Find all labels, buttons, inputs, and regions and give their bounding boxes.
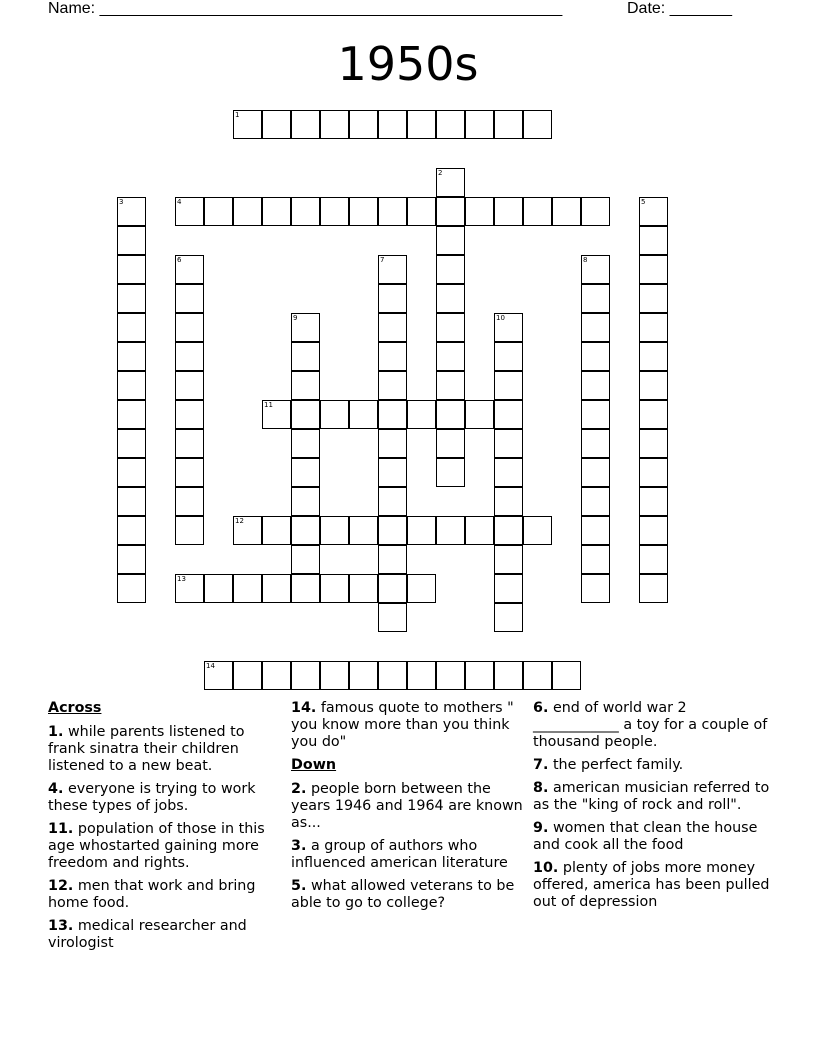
crossword-cell[interactable] — [175, 400, 204, 429]
clue-item-number: 7. — [533, 757, 549, 773]
crossword-cell[interactable] — [262, 197, 291, 226]
crossword-cell[interactable] — [262, 661, 291, 690]
clue-number: 7 — [380, 256, 385, 264]
clue-item-text: famous quote to mothers " you know more than you think you do" — [291, 700, 514, 750]
crossword-cell[interactable] — [204, 661, 233, 690]
crossword-cell[interactable] — [378, 284, 407, 313]
clue-item-text: people born between the years 1946 and 1964 are known as... — [291, 781, 523, 831]
crossword-cell[interactable] — [175, 371, 204, 400]
clue-number: 6 — [177, 256, 182, 264]
crossword-cell[interactable] — [117, 313, 146, 342]
crossword-cell[interactable] — [117, 284, 146, 313]
crossword-cell[interactable] — [291, 487, 320, 516]
crossword-cell[interactable] — [523, 197, 552, 226]
date-field-label: Date: _______ — [627, 0, 732, 17]
crossword-cell[interactable] — [465, 661, 494, 690]
clue-item-number: 11. — [48, 821, 74, 837]
crossword-cell[interactable] — [378, 545, 407, 574]
crossword-cell[interactable] — [407, 197, 436, 226]
clue-item-text: plenty of jobs more money offered, america has been pulled out of depression — [533, 860, 770, 910]
crossword-cell[interactable] — [262, 574, 291, 603]
crossword-cell[interactable] — [378, 458, 407, 487]
crossword-cell[interactable] — [378, 371, 407, 400]
crossword-cell[interactable] — [378, 516, 407, 545]
across-clue-list-continued — [291, 700, 527, 751]
crossword-cell[interactable] — [581, 516, 610, 545]
clue-item — [533, 780, 773, 814]
crossword-cell[interactable] — [320, 197, 349, 226]
crossword-cell[interactable] — [407, 661, 436, 690]
crossword-cell[interactable] — [262, 516, 291, 545]
crossword-cell[interactable] — [204, 197, 233, 226]
clue-number: 12 — [235, 517, 244, 525]
crossword-cell[interactable] — [349, 400, 378, 429]
crossword-cell[interactable] — [175, 429, 204, 458]
clue-item — [533, 757, 773, 774]
crossword-cell[interactable] — [233, 574, 262, 603]
clue-item-number: 2. — [291, 781, 307, 797]
clue-item — [291, 781, 527, 832]
clue-item-number: 1. — [48, 724, 64, 740]
crossword-cell[interactable] — [581, 429, 610, 458]
clue-item-number: 6. — [533, 700, 549, 716]
clue-item-text: what allowed veterans to be able to go to college? — [291, 878, 515, 911]
crossword-cell[interactable] — [581, 574, 610, 603]
crossword-cell[interactable] — [436, 400, 465, 429]
crossword-cell[interactable] — [378, 574, 407, 603]
crossword-cell[interactable] — [436, 342, 465, 371]
crossword-cell[interactable] — [291, 313, 320, 342]
crossword-cell[interactable] — [639, 400, 668, 429]
crossword-cell[interactable] — [175, 574, 204, 603]
crossword-cell[interactable] — [639, 255, 668, 284]
crossword-cell[interactable] — [581, 342, 610, 371]
crossword-cell[interactable] — [552, 197, 581, 226]
clue-item — [533, 700, 773, 751]
crossword-cell[interactable] — [349, 197, 378, 226]
crossword-cell[interactable] — [639, 487, 668, 516]
crossword-cell[interactable] — [465, 197, 494, 226]
crossword-cell[interactable] — [175, 197, 204, 226]
crossword-cell[interactable] — [436, 371, 465, 400]
down-clue-list — [291, 781, 527, 912]
crossword-cell[interactable] — [581, 545, 610, 574]
crossword-cell[interactable] — [117, 197, 146, 226]
clue-item-text: end of world war 2 ____________ a toy for a couple of thousand people. — [533, 700, 768, 750]
crossword-cell[interactable] — [465, 400, 494, 429]
crossword-cell[interactable] — [552, 661, 581, 690]
crossword-cell[interactable] — [175, 284, 204, 313]
crossword-cell[interactable] — [349, 661, 378, 690]
clue-item — [48, 918, 284, 952]
crossword-cell[interactable] — [262, 110, 291, 139]
clue-number: 2 — [438, 169, 443, 177]
clue-item-number: 13. — [48, 918, 74, 934]
crossword-cell[interactable] — [639, 516, 668, 545]
crossword-cell[interactable] — [494, 458, 523, 487]
crossword-cell[interactable] — [494, 661, 523, 690]
crossword-cell[interactable] — [494, 574, 523, 603]
clue-item-text: men that work and bring home food. — [48, 878, 256, 911]
clue-item-number: 8. — [533, 780, 549, 796]
crossword-cell[interactable] — [639, 284, 668, 313]
crossword-cell[interactable] — [349, 516, 378, 545]
crossword-cell[interactable] — [581, 458, 610, 487]
crossword-cell[interactable] — [465, 516, 494, 545]
crossword-cell[interactable] — [378, 110, 407, 139]
crossword-cell[interactable] — [581, 487, 610, 516]
clue-item-text: american musician referred to as the "king of rock and roll". — [533, 780, 770, 813]
crossword-cell[interactable] — [436, 516, 465, 545]
crossword-cell[interactable] — [581, 197, 610, 226]
clue-item-text: women that clean the house and cook all the food — [533, 820, 758, 853]
crossword-cell[interactable] — [581, 313, 610, 342]
crossword-cell[interactable] — [436, 255, 465, 284]
crossword-cell[interactable] — [494, 487, 523, 516]
crossword-cell[interactable] — [378, 661, 407, 690]
crossword-cell[interactable] — [494, 603, 523, 632]
clue-number: 5 — [641, 198, 646, 206]
crossword-cell[interactable] — [117, 458, 146, 487]
crossword-cell[interactable] — [378, 255, 407, 284]
clue-number: 14 — [206, 662, 215, 670]
crossword-cell[interactable] — [523, 661, 552, 690]
crossword-cell[interactable] — [581, 371, 610, 400]
crossword-cell[interactable] — [117, 574, 146, 603]
crossword-cell[interactable] — [320, 661, 349, 690]
crossword-cell[interactable] — [639, 371, 668, 400]
crossword-cell[interactable] — [117, 487, 146, 516]
crossword-cell[interactable] — [436, 313, 465, 342]
clue-item — [48, 724, 284, 775]
clue-item-text: medical researcher and virologist — [48, 918, 247, 951]
crossword-cell[interactable] — [465, 110, 494, 139]
clue-item — [291, 878, 527, 912]
crossword-cell[interactable] — [117, 255, 146, 284]
crossword-cell[interactable] — [204, 574, 233, 603]
clue-item — [48, 878, 284, 912]
crossword-cell[interactable] — [175, 255, 204, 284]
page-title: 1950s — [337, 37, 479, 91]
clue-number: 1 — [235, 111, 240, 119]
crossword-cell[interactable] — [407, 516, 436, 545]
crossword-cell[interactable] — [407, 110, 436, 139]
clues-column-3 — [533, 700, 773, 917]
crossword-cell[interactable] — [494, 110, 523, 139]
crossword-cell[interactable] — [117, 516, 146, 545]
crossword-cell[interactable] — [494, 313, 523, 342]
crossword-cell[interactable] — [291, 371, 320, 400]
crossword-cell[interactable] — [175, 516, 204, 545]
crossword-cell[interactable] — [378, 603, 407, 632]
clue-item-number: 14. — [291, 700, 317, 716]
crossword-cell[interactable] — [436, 197, 465, 226]
crossword-cell[interactable] — [581, 255, 610, 284]
clue-item — [48, 781, 284, 815]
clue-number: 10 — [496, 314, 505, 322]
crossword-cell[interactable] — [407, 400, 436, 429]
crossword-cell[interactable] — [378, 400, 407, 429]
crossword-cell[interactable] — [175, 313, 204, 342]
crossword-cell[interactable] — [639, 342, 668, 371]
crossword-cell[interactable] — [320, 516, 349, 545]
crossword-cell[interactable] — [581, 284, 610, 313]
down-clue-list-continued — [533, 700, 773, 911]
clue-number: 3 — [119, 198, 124, 206]
clue-number: 13 — [177, 575, 186, 583]
crossword-cell[interactable] — [436, 429, 465, 458]
crossword-cell[interactable] — [378, 429, 407, 458]
crossword-cell[interactable] — [523, 516, 552, 545]
crossword-cell[interactable] — [639, 197, 668, 226]
crossword-cell[interactable] — [494, 545, 523, 574]
crossword-cell[interactable] — [639, 574, 668, 603]
crossword-cell[interactable] — [291, 545, 320, 574]
crossword-cell[interactable] — [378, 313, 407, 342]
crossword-cell[interactable] — [494, 516, 523, 545]
crossword-cell[interactable] — [436, 458, 465, 487]
clue-item-text: population of those in this age whostarted gaining more freedom and rights. — [48, 821, 265, 871]
crossword-cell[interactable] — [233, 110, 262, 139]
name-field-label: Name: ____________________________________________________ — [48, 0, 563, 17]
crossword-cell[interactable] — [117, 371, 146, 400]
clue-item — [533, 820, 773, 854]
down-heading: Down — [291, 757, 337, 773]
clue-item — [533, 860, 773, 911]
clues-column-1 — [48, 700, 284, 958]
clue-item-text: the perfect family. — [552, 757, 684, 773]
crossword-cell[interactable] — [291, 197, 320, 226]
crossword-cell[interactable] — [291, 574, 320, 603]
clue-item-text: everyone is trying to work these types of jobs. — [48, 781, 256, 814]
clue-item — [291, 700, 527, 751]
crossword-cell[interactable] — [378, 487, 407, 516]
clue-item-number: 9. — [533, 820, 549, 836]
crossword-cell[interactable] — [233, 516, 262, 545]
clue-item-number: 12. — [48, 878, 74, 894]
crossword-cell[interactable] — [262, 400, 291, 429]
crossword-cell[interactable] — [378, 342, 407, 371]
clue-item-number: 3. — [291, 838, 307, 854]
crossword-cell[interactable] — [494, 429, 523, 458]
crossword-cell[interactable] — [639, 429, 668, 458]
crossword-cell[interactable] — [494, 400, 523, 429]
crossword-cell[interactable] — [117, 226, 146, 255]
crossword-cell[interactable] — [233, 661, 262, 690]
crossword-cell[interactable] — [320, 400, 349, 429]
crossword-cell[interactable] — [117, 545, 146, 574]
crossword-cell[interactable] — [639, 545, 668, 574]
crossword-cell[interactable] — [494, 342, 523, 371]
clue-item-number: 4. — [48, 781, 64, 797]
crossword-cell[interactable] — [349, 574, 378, 603]
crossword-cell[interactable] — [233, 197, 262, 226]
crossword-cell[interactable] — [407, 574, 436, 603]
crossword-cell[interactable] — [175, 342, 204, 371]
crossword-cell[interactable] — [436, 110, 465, 139]
crossword-cell[interactable] — [117, 400, 146, 429]
crossword-cell[interactable] — [320, 574, 349, 603]
crossword-cell[interactable] — [291, 516, 320, 545]
crossword-cell[interactable] — [436, 168, 465, 197]
clue-number: 8 — [583, 256, 588, 264]
crossword-cell[interactable] — [175, 487, 204, 516]
crossword-cell[interactable] — [291, 661, 320, 690]
crossword-cell[interactable] — [291, 342, 320, 371]
crossword-cell[interactable] — [581, 400, 610, 429]
clue-number: 11 — [264, 401, 273, 409]
crossword-cell[interactable] — [117, 429, 146, 458]
crossword-cell[interactable] — [291, 429, 320, 458]
crossword-cell[interactable] — [291, 110, 320, 139]
clue-item — [48, 821, 284, 872]
crossword-cell[interactable] — [349, 110, 378, 139]
clue-item-text: a group of authors who influenced american literature — [291, 838, 508, 871]
clue-number: 4 — [177, 198, 182, 206]
across-heading: Across — [48, 700, 102, 716]
crossword-cell[interactable] — [320, 110, 349, 139]
crossword-cell[interactable] — [494, 371, 523, 400]
crossword-cell[interactable] — [436, 284, 465, 313]
crossword-cell[interactable] — [639, 313, 668, 342]
clue-item-number: 5. — [291, 878, 307, 894]
crossword-cell[interactable] — [523, 110, 552, 139]
crossword-cell[interactable] — [436, 661, 465, 690]
clue-item — [291, 838, 527, 872]
crossword-cell[interactable] — [117, 342, 146, 371]
clue-item-text: while parents listened to frank sinatra their children listened to a new beat. — [48, 724, 245, 774]
crossword-cell[interactable] — [291, 458, 320, 487]
clue-item-number: 10. — [533, 860, 559, 876]
clues-column-2 — [291, 700, 527, 918]
clue-number: 9 — [293, 314, 298, 322]
crossword-cell[interactable] — [436, 226, 465, 255]
crossword-cell[interactable] — [494, 197, 523, 226]
crossword-cell[interactable] — [639, 226, 668, 255]
crossword-cell[interactable] — [175, 458, 204, 487]
crossword-cell[interactable] — [291, 400, 320, 429]
crossword-cell[interactable] — [639, 458, 668, 487]
crossword-cell[interactable] — [378, 197, 407, 226]
across-clue-list — [48, 724, 284, 952]
